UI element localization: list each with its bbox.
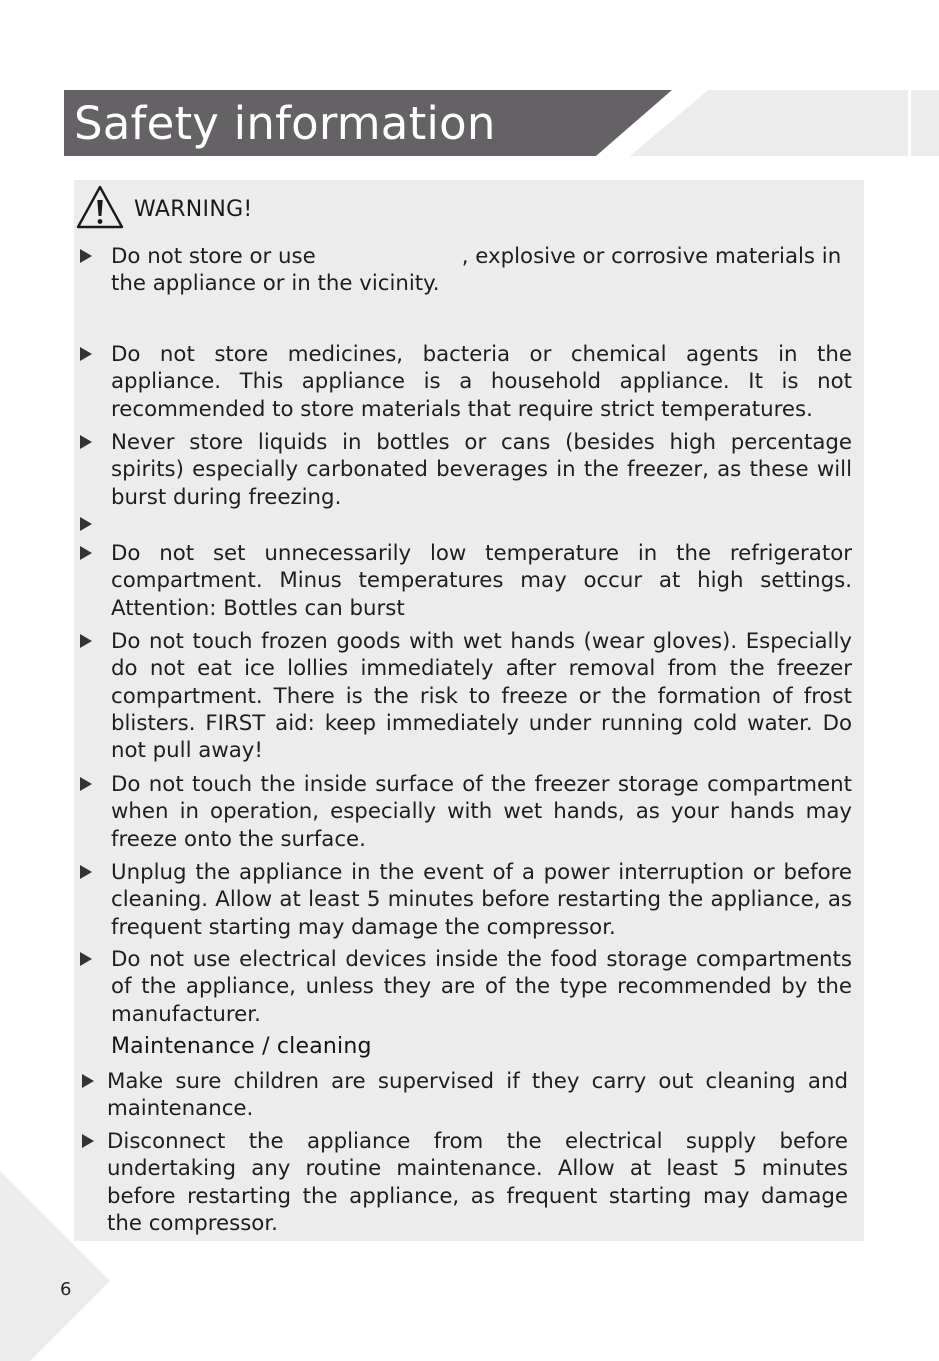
item-text-end: , explosive or corrosive materials in the appliance or in the vicinity.: [111, 244, 842, 297]
list-item-text: Do not set unnecessarily low temperature in the refrigerator compartment. Minus temperatures may occur at high settings. Attention: Bottles can burst: [111, 541, 852, 621]
triangle-bullet-icon: [82, 1134, 94, 1148]
triangle-bullet-icon: [80, 347, 92, 361]
list-item-text: Make sure children are supervised if they carry out cleaning and maintenance.: [107, 1069, 848, 1122]
list-item-text: Do not touch frozen goods with wet hands (wear gloves). Especially do not eat ice lollies immediately after removal from the freezer compartment. There is the risk to freeze or the formation of frost blisters. FIRST aid: keep immediately under running cold water. Do not pull away!: [111, 629, 852, 764]
list-item-text: Disconnect the appliance from the electrical supply before undertaking any routine maintenance. Allow at least 5 minutes before restarting the appliance, as frequent starting may damage the compressor.: [107, 1129, 848, 1236]
list-item-text: Do not use electrical devices inside the food storage compartments of the appliance, unless they are of the type recommended by the manufacturer.: [111, 947, 852, 1027]
page-number: 6: [60, 1279, 72, 1300]
triangle-bullet-icon: [82, 1074, 94, 1088]
triangle-bullet-icon: [80, 517, 92, 531]
triangle-bullet-icon: [80, 634, 92, 648]
triangle-bullet-icon: [80, 546, 92, 560]
list-item-text: Do not store medicines, bacteria or chemical agents in the appliance. This appliance is a household appliance. It is not recommended to store materials that require strict temperatures.: [111, 342, 852, 422]
list-item-text: Do not touch the inside surface of the freezer storage compartment when in operation, especially with wet hands, as your hands may freeze onto the surface.: [111, 772, 852, 852]
list-item-text: Unplug the appliance in the event of a power interruption or before cleaning. Allow at least 5 minutes before restarting the appliance, as frequent starting may damage the compressor.: [111, 860, 852, 940]
triangle-bullet-icon: [80, 249, 92, 263]
list-item-text: Never store liquids in bottles or cans (besides high percentage spirits) especially carbonated beverages in the freezer, as these will burst during freezing.: [111, 430, 852, 510]
triangle-bullet-icon: [80, 952, 92, 966]
page-title: Safety information: [74, 97, 496, 150]
triangle-bullet-icon: [80, 777, 92, 791]
warning-label: WARNING!: [134, 197, 253, 222]
item-text-start: Do not store or use: [111, 244, 316, 269]
triangle-bullet-icon: [80, 865, 92, 879]
maintenance-heading: Maintenance / cleaning: [111, 1034, 372, 1059]
corner-decoration: [0, 1171, 110, 1361]
triangle-bullet-icon: [80, 435, 92, 449]
